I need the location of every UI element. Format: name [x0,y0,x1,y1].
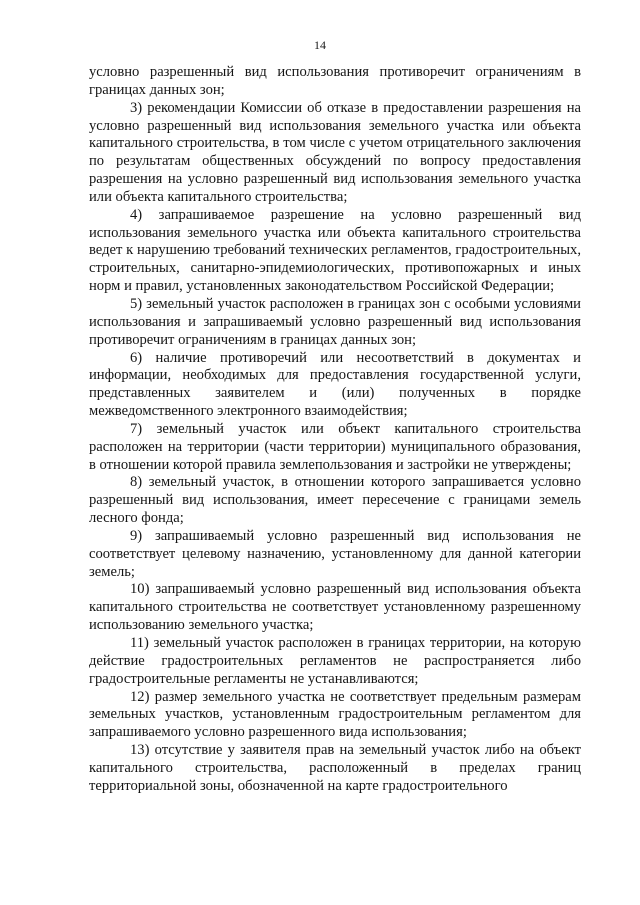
paragraph-continuation: условно разрешенный вид использования противоречит ограничениям в границах данных зон; [89,64,581,98]
paragraph-item-11: 11) земельный участок расположен в границах территории, на которую действие градостроительных регламентов не распространяется либо градостроительные регламенты не устанавливаются; [89,635,581,687]
paragraph-item-10: 10) запрашиваемый условно разрешенный вид использования объекта капитального строительства не соответствует установленному разрешенному использованию земельного участка; [89,581,581,634]
paragraph-item-5: 5) земельный участок расположен в границах зон с особыми условиями использования и запрашиваемый условно разрешенный вид использования противоречит ограничениям в границах данных зон; [89,295,581,348]
paragraph-item-7: 7) земельный участок или объект капитального строительства расположен на территории (части территории) муниципального образования, в отношении которой правила землепользования и застройки не утверждены; [89,420,581,473]
document-body [89,64,581,796]
paragraph-item-4: 4) запрашиваемое разрешение на условно разрешенный вид использования земельного участка или объекта капитального строительства ведет к нарушению требований технических регламентов, градостроительных, строительных, санитарно-эпидемиологических, противопожарных и иных норм и правил, установленных законодательством Российской Федерации; [89,206,581,295]
paragraph-item-12: 12) размер земельного участка не соответствует предельным размерам земельных участков, установленным градостроительным регламентом для запрашиваемого условно разрешенного вида использования; [89,688,581,741]
paragraph-item-8: 8) земельный участок, в отношении которого запрашивается условно разрешенный вид использования, имеет пересечение с границами земель лесного фонда; [89,474,581,527]
paragraph-item-13: 13) отсутствие у заявителя прав на земельный участок либо на объект капитального строительства, расположенный в пределах границ территориальной зоны, обозначенной на карте градостроительного [89,742,581,794]
paragraph-item-3: 3) рекомендации Комиссии об отказе в предоставлении разрешения на условно разрешенный вид использования земельного участка или объекта капитального строительства, в том числе с учетом отрицательного заключения по результатам общественных обсуждений по вопросу предоставления разрешения на условно разрешенный вид использования земельного участка или объекта капитального строительства; [89,99,581,205]
paragraph-item-6: 6) наличие противоречий или несоответствий в документах и информации, необходимых для предоставления государственной услуги, представленных заявителем и (или) полученных в порядке межведомственного электронного взаимодействия; [89,349,581,420]
page-number: 14 [314,38,326,52]
paragraph-item-9: 9) запрашиваемый условно разрешенный вид использования не соответствует целевому назначению, установленному для данной категории земель; [89,527,581,580]
